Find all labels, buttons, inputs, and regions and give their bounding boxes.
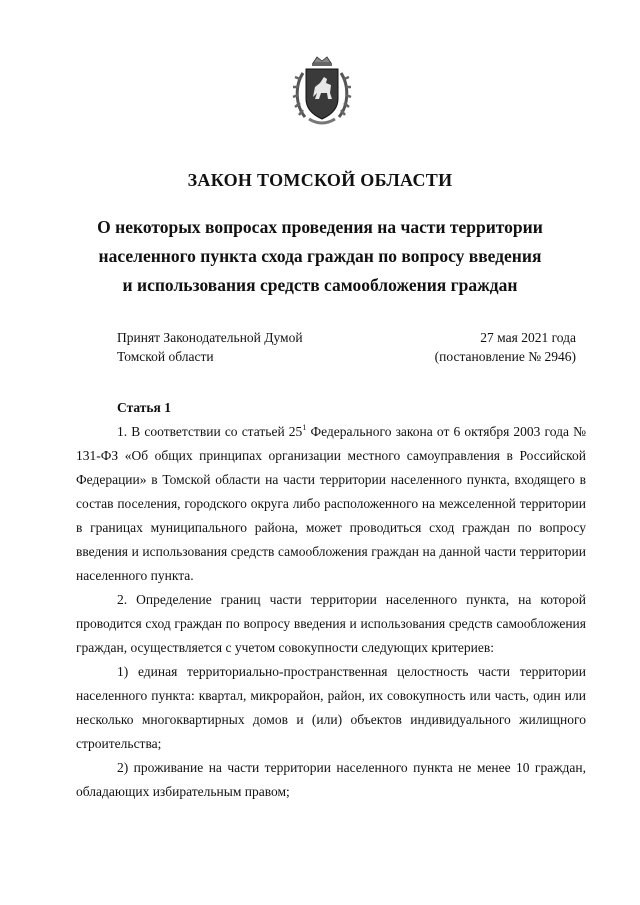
law-title: ЗАКОН ТОМСКОЙ ОБЛАСТИ [187, 170, 453, 190]
adoption-date: 27 мая 2021 года [480, 330, 576, 345]
tomsk-oblast-coat-of-arms-icon [291, 55, 353, 129]
subtitle-line: населенного пункта схода граждан по вопросу введения [98, 246, 542, 266]
resolution-number: (постановление № 2946) [434, 349, 576, 364]
adopted-by-line: Принят Законодательной Думой [117, 330, 303, 345]
adopted-by [117, 328, 303, 366]
article-heading: Статья 1 [117, 400, 171, 415]
article-body [76, 420, 586, 804]
subtitle-line: О некоторых вопросах проведения на части территории [97, 217, 543, 237]
paragraph-text: Федерального закона от 6 октября 2003 года № 131-ФЗ «Об общих принципах организации местного самоуправления в Российской Федерации» в Томской области на части территории населенного пункта, входящего в состав поселения, городского округа либо расположенного на межселенной территории в границах муниципального района, может проводиться сход граждан по вопросу введения и использования средств самообложения граждан на данной части территории населенного пункта. [76, 424, 586, 583]
law-subtitle [40, 213, 600, 300]
paragraph-text: 1. В соответствии со статьей 25 [117, 424, 303, 439]
paragraph: 2. Определение границ части территории населенного пункта, на которой проводится сход граждан по вопросу введения и использования средств самообложения граждан, осуществляется с учетом совокупности следующих критериев: [76, 592, 586, 655]
paragraph [76, 420, 586, 588]
adoption-date-block [435, 328, 576, 366]
adopted-by-line: Томской области [117, 349, 214, 364]
superscript: 1 [302, 423, 307, 432]
paragraph: 2) проживание на части территории населенного пункта не менее 10 граждан, обладающих избирательным правом; [76, 760, 586, 799]
paragraph: 1) единая территориально-пространственная целостность части территории населенного пункта: квартал, микрорайон, район, их совокупность или часть, один или несколько многоквартирных домов и (или) объектов индивидуального жилищного строительства; [76, 664, 586, 751]
subtitle-line: и использования средств самообложения граждан [122, 275, 518, 295]
